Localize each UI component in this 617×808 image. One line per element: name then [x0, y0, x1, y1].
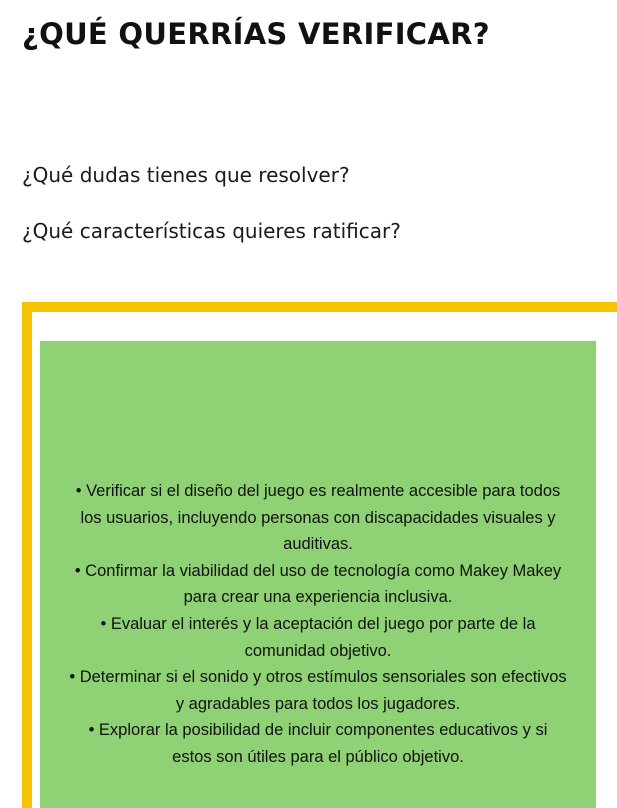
- page-title: ¿QUÉ QUERRÍAS VERIFICAR?: [22, 17, 490, 51]
- verification-item-accessibility: • Verificar si el diseño del juego es realmente accesible para todos los usuarios, incluyendo personas con discapacidades visuales y auditivas.: [75, 482, 561, 554]
- verification-item-education: • Explorar la posibilidad de incluir componentes educativos y si estos son útiles para el público objetivo.: [88, 721, 548, 766]
- verification-card: [40, 341, 596, 808]
- verification-list: [40, 478, 596, 771]
- question-doubts: ¿Qué dudas tienes que resolver?: [22, 163, 350, 187]
- question-characteristics: ¿Qué características quieres ratificar?: [22, 219, 401, 243]
- yellow-frame-top: [22, 302, 617, 312]
- verification-item-technology: • Confirmar la viabilidad del uso de tecnología como Makey Makey para crear una experiencia inclusiva.: [74, 561, 562, 607]
- yellow-frame-left: [22, 302, 32, 808]
- verification-item-sound: • Determinar si el sonido y otros estímulos sensoriales son efectivos y agradables para todos los jugadores.: [69, 668, 567, 713]
- verification-item-interest: • Evaluar el interés y la aceptación del juego por parte de la comunidad objetivo.: [100, 614, 536, 660]
